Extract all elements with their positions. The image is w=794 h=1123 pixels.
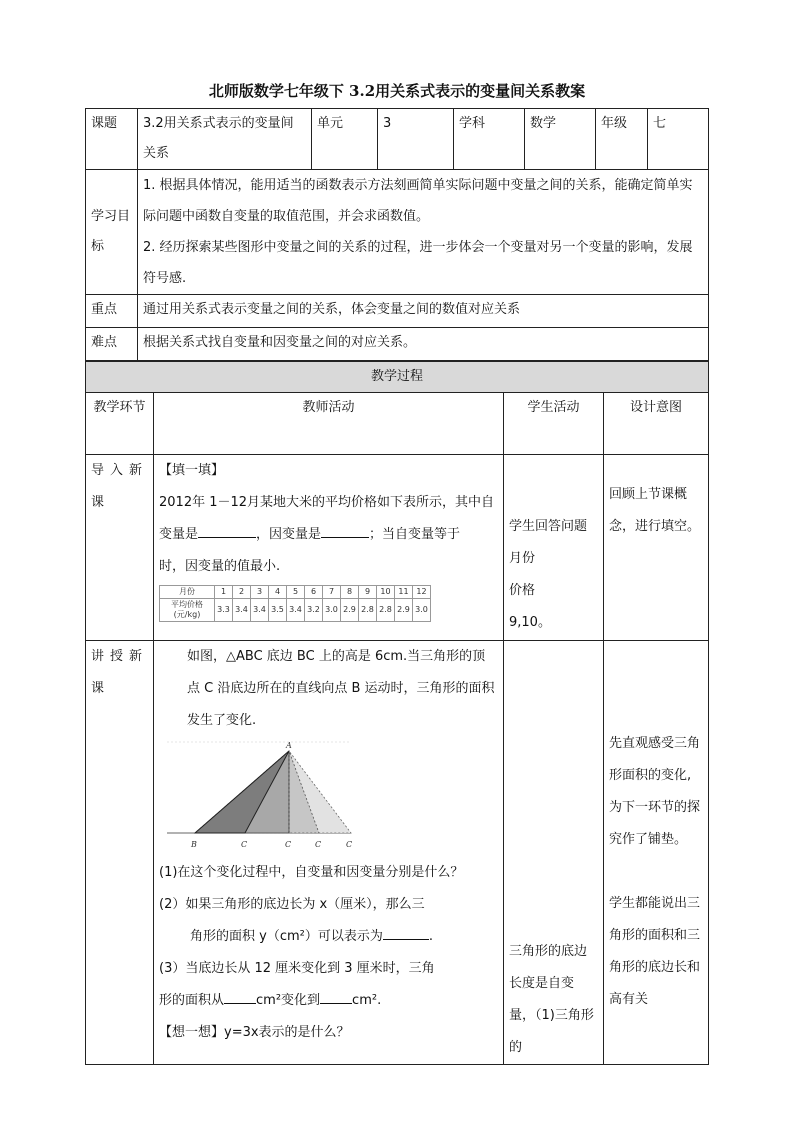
question-2b-text: 角形的面积 y（cm²）可以表示为 xyxy=(190,929,383,944)
question-3d-text: cm². xyxy=(352,993,382,1008)
blank-area-from xyxy=(224,990,256,1004)
fill-text-c: ；当自变量等于 xyxy=(369,527,461,542)
price-cell: 3.2 xyxy=(305,599,323,622)
price-cell: 3.0 xyxy=(323,599,341,622)
label-a: A xyxy=(286,741,292,750)
price-cell: 3.0 xyxy=(413,599,431,622)
price-cell: 3.4 xyxy=(251,599,269,622)
student-answer-line: 9,10。 xyxy=(509,615,551,630)
label-c: C xyxy=(241,840,248,849)
student-answer-line: 价格 xyxy=(509,583,536,598)
design-note-a: 先直观感受三角形面积的变化,为下一环节的探究作了铺垫。 xyxy=(609,736,701,847)
unit-label: 单元 xyxy=(312,109,378,170)
col-student-header: 学生活动 xyxy=(504,393,604,455)
price-label-b: (元/kg) xyxy=(173,610,201,619)
price-cell: 3.4 xyxy=(233,599,251,622)
student-intro xyxy=(504,455,604,641)
blank-2 xyxy=(321,524,369,538)
topic-label: 课题 xyxy=(86,109,138,170)
question-3b-text: 形的面积从 xyxy=(159,993,225,1008)
price-label-a: 平均价格 xyxy=(171,600,203,609)
stage-intro: 导入新课 xyxy=(86,455,154,641)
price-table-month-label: 月份 xyxy=(160,586,215,599)
triangle-figure xyxy=(159,737,359,855)
month-cell: 4 xyxy=(269,586,287,599)
price-cell: 3.3 xyxy=(215,599,233,622)
teacher-intro xyxy=(154,455,504,641)
month-cell: 3 xyxy=(251,586,269,599)
key-point-value: 通过用关系式表示变量之间的关系，体会变量之间的数值对应关系 xyxy=(138,295,709,328)
subject-label: 学科 xyxy=(454,109,525,170)
month-cell: 11 xyxy=(395,586,413,599)
info-table xyxy=(85,108,709,361)
process-table xyxy=(85,361,709,1065)
fill-heading: 【填一填】 xyxy=(159,463,225,478)
month-cell: 9 xyxy=(359,586,377,599)
label-c: C xyxy=(285,840,292,849)
question-2b: 角形的面积 y（cm²）可以表示为 . xyxy=(159,921,498,953)
grade-label: 年级 xyxy=(596,109,648,170)
question-3a: (3）当底边长从 12 厘米变化到 3 厘米时，三角 xyxy=(159,961,435,976)
label-c: C xyxy=(346,840,353,849)
label-c: C xyxy=(315,840,322,849)
objectives-content xyxy=(138,170,709,295)
month-cell: 8 xyxy=(341,586,359,599)
key-point-label: 重点 xyxy=(86,295,138,328)
month-cell: 12 xyxy=(413,586,431,599)
price-cell: 2.9 xyxy=(341,599,359,622)
topic-value: 3.2用关系式表示的变量间关系 xyxy=(138,109,312,170)
col-stage-header: 教学环节 xyxy=(86,393,154,455)
question-1: (1)在这个变化过程中，自变量和因变量分别是什么？ xyxy=(159,865,464,880)
fill-text-d: 时，因变量的值最小. xyxy=(159,559,281,574)
price-table xyxy=(159,585,431,622)
fill-text-a: 2012年 1－12月某地大米的平均价格如下表所示，其中自变量是 xyxy=(159,495,495,542)
question-3c-text: cm²变化到 xyxy=(256,993,321,1008)
teacher-new-lesson xyxy=(154,641,504,1065)
month-cell: 7 xyxy=(323,586,341,599)
student-answer-line: 学生回答问题 xyxy=(509,519,588,534)
label-b: B xyxy=(191,840,197,849)
month-cell: 2 xyxy=(233,586,251,599)
col-design-header: 设计意图 xyxy=(604,393,709,455)
price-table-price-label xyxy=(160,599,215,622)
unit-value: 3 xyxy=(378,109,454,170)
design-note-b: 学生都能说出三角形的面积和三角形的底边长和高有关 xyxy=(609,896,701,1007)
document-title: 北师版数学七年级下 3.2用关系式表示的变量间关系教案 xyxy=(208,82,586,100)
blank-1 xyxy=(198,524,256,538)
lesson-intro: 如图，△ABC 底边 BC 上的高是 6cm.当三角形的顶点 C 沿底边所在的直线向点 B 运动时，三角形的面积发生了变化. xyxy=(187,649,495,728)
col-teacher-header: 教师活动 xyxy=(154,393,504,455)
student-new-lesson: 三角形的底边长度是自变量，（1)三角形的 xyxy=(504,641,604,1065)
design-new-lesson xyxy=(604,641,709,1065)
objective-1: 1. 根据具体情况，能用适当的函数表示方法刻画简单实际问题中变量之间的关系，能确定简单实际问题中函数自变量的取值范围，并会求函数值。 xyxy=(143,178,693,224)
month-cell: 10 xyxy=(377,586,395,599)
objectives-label: 学习目标 xyxy=(86,170,138,295)
difficulty-label: 难点 xyxy=(86,328,138,361)
price-cell: 2.8 xyxy=(377,599,395,622)
think-question: 【想一想】y=3x表示的是什么？ xyxy=(159,1025,350,1040)
question-3b xyxy=(159,985,498,1017)
blank-area-to xyxy=(320,990,352,1004)
price-cell: 3.5 xyxy=(269,599,287,622)
blank-area-expr xyxy=(383,926,429,940)
month-cell: 6 xyxy=(305,586,323,599)
difficulty-value: 根据关系式找自变量和因变量之间的对应关系。 xyxy=(138,328,709,361)
price-cell: 2.9 xyxy=(395,599,413,622)
price-cell: 2.8 xyxy=(359,599,377,622)
month-cell: 1 xyxy=(215,586,233,599)
stage-new-lesson: 讲授新课 xyxy=(86,641,154,1065)
objective-2: 2. 经历探索某些图形中变量之间的关系的过程，进一步体会一个变量对另一个变量的影响，发展符号感. xyxy=(143,240,693,286)
process-header: 教学过程 xyxy=(86,362,709,393)
subject-value: 数学 xyxy=(525,109,596,170)
student-answer-line: 月份 xyxy=(509,551,536,566)
price-cell: 3.4 xyxy=(287,599,305,622)
fill-question xyxy=(159,487,498,583)
question-2a: (2）如果三角形的底边长为 x（厘米），那么三 xyxy=(159,897,425,912)
design-intro: 回顾上节课概念，进行填空。 xyxy=(604,455,709,641)
fill-text-b: ，因变量是 xyxy=(256,527,322,542)
month-cell: 5 xyxy=(287,586,305,599)
grade-value: 七 xyxy=(648,109,709,170)
